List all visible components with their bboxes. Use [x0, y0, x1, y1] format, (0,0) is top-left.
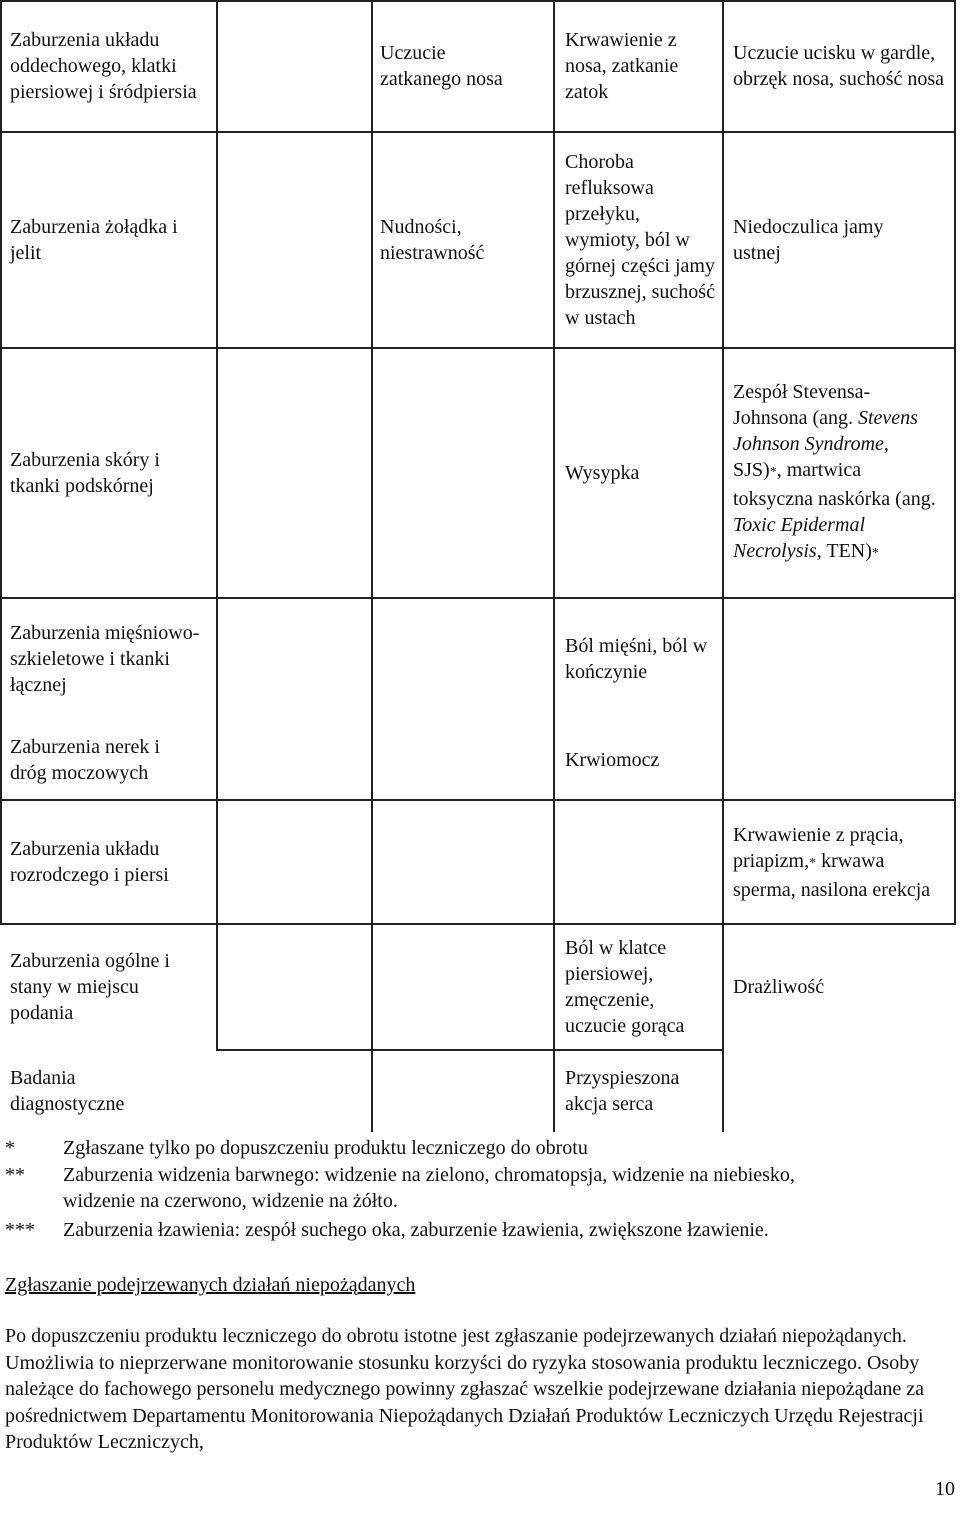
- frequency-cell: [372, 800, 554, 924]
- table-row: [0, 0, 958, 132]
- frequency-cell: [555, 598, 723, 720]
- frequency-cell: [724, 800, 958, 924]
- reaction-text: Uczucie ucisku w gardle, obrzęk nosa, suchość nosa: [733, 42, 945, 90]
- asterisk-marker: *: [809, 855, 817, 871]
- reaction-text: Uczucie zatkanego nosa: [380, 42, 503, 90]
- table-row: [0, 1050, 958, 1132]
- organ-class-label: Zaburzenia nerek i dróg moczowych: [10, 736, 160, 784]
- organ-class-cell: [2, 924, 216, 1050]
- reaction-text: Nudności, niestrawność: [380, 216, 485, 264]
- reaction-text-part: Zespół Stevensa-Johnsona (ang.: [733, 381, 871, 429]
- reaction-text: Ból mięśni, ból w kończynie: [565, 635, 708, 683]
- reaction-text: Krwiomocz: [565, 749, 660, 771]
- footnote-text: Zgłaszane tylko po dopuszczeniu produktu leczniczego do obrotu: [63, 1137, 588, 1159]
- body-paragraph: Po dopuszczeniu produktu leczniczego do obrotu istotne jest zgłaszanie podejrzewanych działań niepożądanych. Umożliwia to nieprzerwane monitorowanie stosunku korzyści do ryzyka stosowania produktu leczniczego. Osoby należące do fachowego personelu medycznego powinny zgłaszać wszelkie podejrzewane działania niepożądane za pośrednictwem Departamentu Monitorowania Niepożądanych Działań Produktów Leczniczych Urzędu Rejestracji Produktów Leczniczych,: [5, 1325, 924, 1453]
- reaction-text-italic: Stevens Johnson Syndrome,: [733, 407, 918, 455]
- frequency-cell: [555, 800, 723, 924]
- reaction-text-part: Krwawienie z prącia, priapizm,: [733, 823, 904, 872]
- organ-class-cell: [2, 132, 216, 348]
- organ-class-cell: [2, 0, 216, 132]
- organ-class-label: Badania diagnostyczne: [10, 1067, 125, 1115]
- organ-class-label: Zaburzenia mięśniowo-szkieletowe i tkanki łącznej: [10, 622, 200, 696]
- reaction-text-part: SJS): [733, 459, 770, 481]
- organ-class-cell: [2, 720, 216, 800]
- reaction-text: Niedoczulica jamy ustnej: [733, 216, 884, 264]
- frequency-cell: [724, 598, 958, 720]
- organ-class-label: Zaburzenia skóry i tkanki podskórnej: [10, 449, 160, 497]
- frequency-cell: [555, 720, 723, 800]
- frequency-cell: [724, 720, 958, 800]
- frequency-cell: [724, 132, 958, 348]
- table-border: [0, 0, 2, 924]
- organ-class-label: Zaburzenia żołądka i jelit: [10, 216, 178, 264]
- footnote-text: Zaburzenia łzawienia: zespół suchego oka, zaburzenie łzawienia, zwiększone łzawienie.: [63, 1219, 769, 1241]
- table-border: [0, 597, 956, 599]
- reaction-text: Ból w klatce piersiowej, zmęczenie, uczucie gorąca: [565, 937, 685, 1037]
- table-border: [0, 347, 956, 349]
- page-number: 10: [935, 1478, 955, 1500]
- reaction-text-italic: Toxic Epidermal Necrolysis,: [733, 514, 866, 562]
- organ-class-cell: [2, 598, 216, 720]
- frequency-cell: [555, 348, 723, 598]
- table-border: [371, 0, 373, 1132]
- footnote-marker: **: [5, 1164, 25, 1186]
- reaction-text: Drażliwość: [733, 976, 825, 998]
- footnote: [0, 1162, 960, 1214]
- footnote-marker: *: [5, 1137, 15, 1159]
- reaction-text-part: TEN): [821, 540, 872, 562]
- frequency-cell: [724, 348, 958, 598]
- table-border: [216, 1049, 724, 1051]
- frequency-cell: [372, 598, 554, 720]
- reaction-text: Krwawienie z nosa, zatkanie zatok: [565, 29, 679, 103]
- table-row: [0, 348, 958, 598]
- table-row: [0, 720, 958, 800]
- table-border: [0, 0, 956, 2]
- table-row: [0, 598, 958, 720]
- frequency-cell: [372, 0, 554, 132]
- table-border: [722, 0, 724, 1132]
- table-border: [553, 0, 555, 1132]
- reaction-text: [733, 379, 938, 567]
- reaction-text: Wysypka: [565, 462, 640, 484]
- asterisk-marker: *: [871, 546, 879, 561]
- organ-class-cell: [2, 1050, 216, 1132]
- reaction-text: Przyspieszona akcja serca: [565, 1067, 680, 1115]
- table-border: [0, 131, 956, 133]
- frequency-cell: [372, 132, 554, 348]
- frequency-cell: [555, 0, 723, 132]
- frequency-cell: [372, 1050, 554, 1132]
- frequency-cell: [555, 132, 723, 348]
- organ-class-label: Zaburzenia układu rozrodczego i piersi: [10, 838, 169, 886]
- frequency-cell: [372, 720, 554, 800]
- table-border: [954, 0, 956, 924]
- organ-class-cell: [2, 348, 216, 598]
- asterisk-marker: *: [769, 465, 777, 480]
- frequency-cell: [555, 1050, 723, 1132]
- table-row: [0, 800, 958, 924]
- frequency-cell: [724, 1050, 958, 1132]
- footnote: [0, 1217, 960, 1243]
- reaction-text: [733, 822, 943, 903]
- organ-class-label: Zaburzenia ogólne i stany w miejscu podania: [10, 950, 170, 1024]
- table-border: [0, 923, 956, 925]
- frequency-cell: [372, 348, 554, 598]
- table-row: [0, 132, 958, 348]
- reaction-text-part: krwawa sperma, nasilona erekcja: [733, 849, 931, 901]
- footnote-marker: ***: [5, 1219, 35, 1241]
- frequency-cell: [724, 0, 958, 132]
- footnote: [0, 1135, 960, 1161]
- frequency-cell: [555, 924, 723, 1050]
- organ-class-cell: [2, 800, 216, 924]
- organ-class-label: Zaburzenia układu oddechowego, klatki piersiowej i śródpiersia: [10, 29, 197, 103]
- footnote-text: Zaburzenia widzenia barwnego: widzenie na zielono, chromatopsja, widzenie na niebiesko, widzenie na czerwono, widzenie na żółto.: [63, 1164, 795, 1212]
- section-heading: Zgłaszanie podejrzewanych działań niepożądanych: [5, 1274, 416, 1296]
- reaction-text-part: , martwica toksyczna naskórka (ang.: [733, 459, 936, 510]
- table-border: [0, 799, 956, 801]
- table-row: [0, 924, 958, 1050]
- frequency-cell: [372, 924, 554, 1050]
- frequency-cell: [724, 924, 958, 1050]
- table-border: [216, 0, 218, 1050]
- reaction-text: Choroba refluksowa przełyku, wymioty, ból w górnej części jamy brzusznej, suchość w ustach: [565, 151, 715, 329]
